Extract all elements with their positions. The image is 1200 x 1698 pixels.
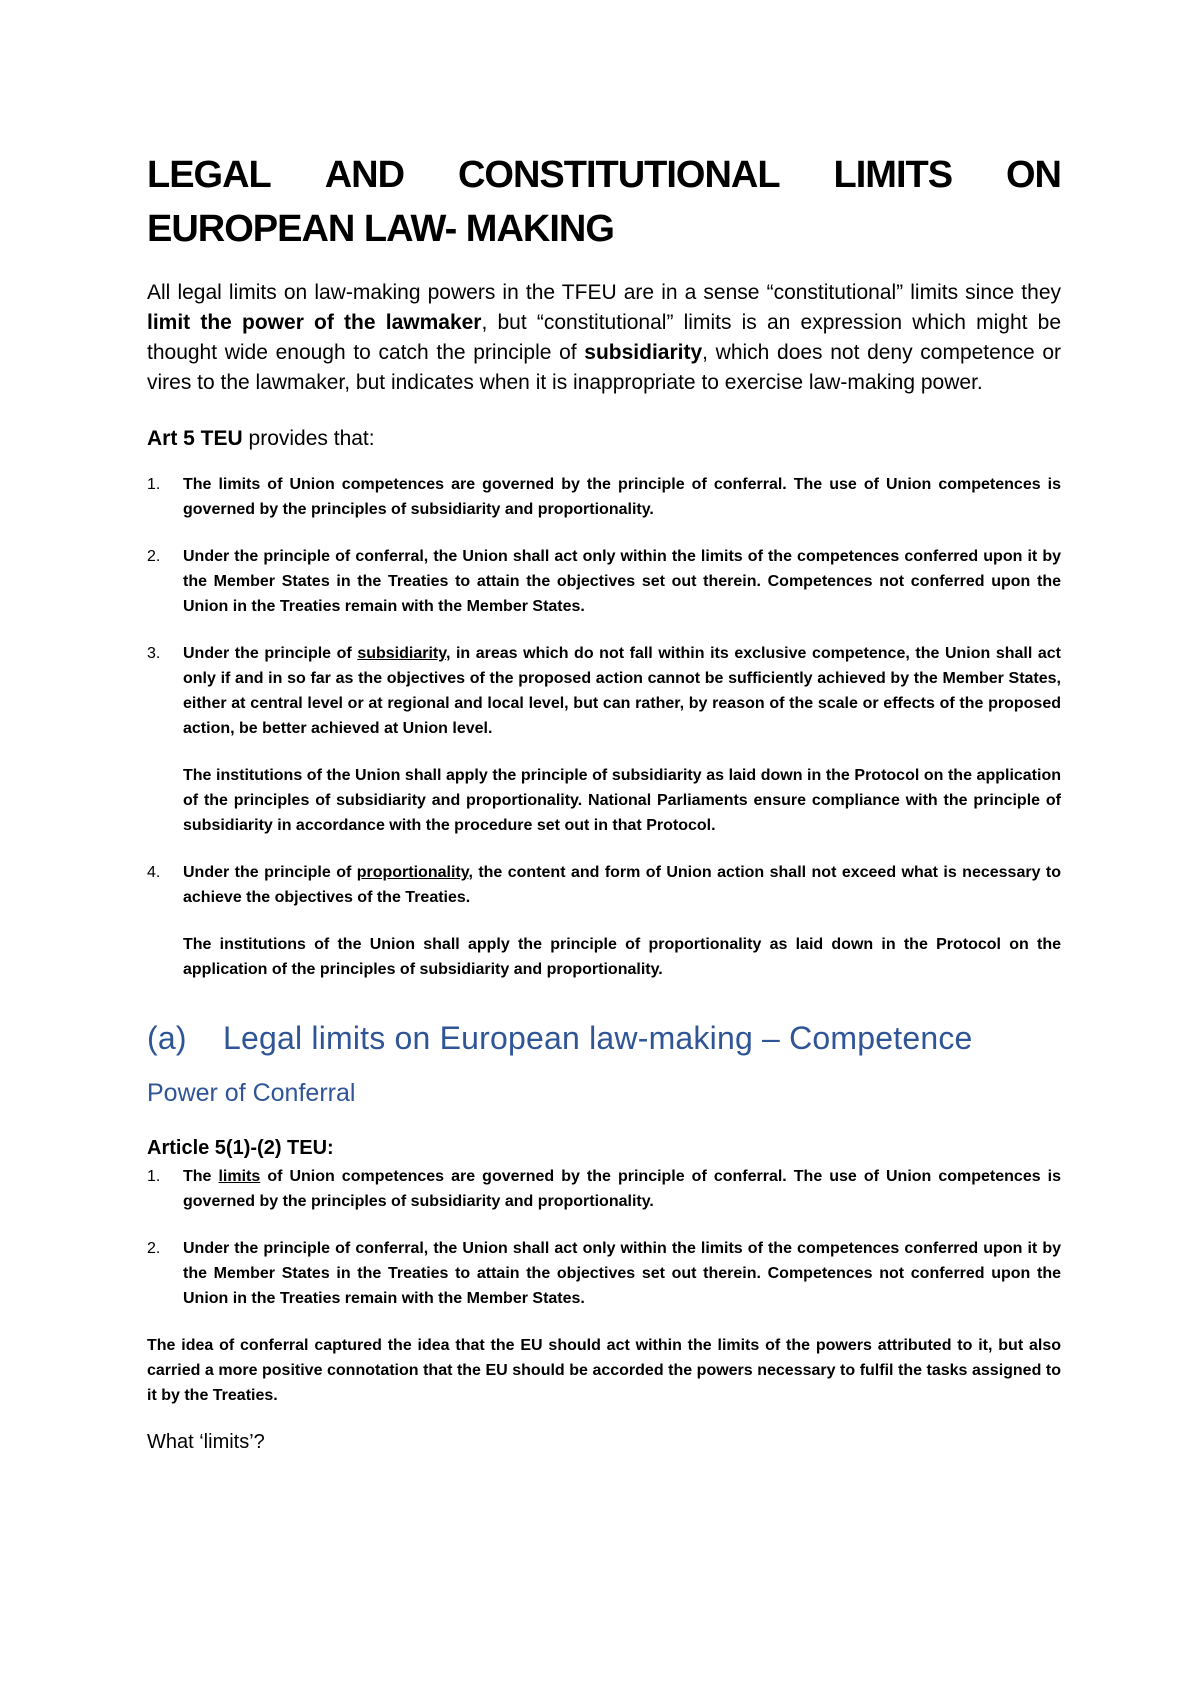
list-item-text: The limits of Union competences are governed by the principle of conferral. The use of Union competences is governed by the principles of subsidiarity and proportionality. <box>183 476 1061 518</box>
document-body <box>147 148 1061 1456</box>
list-item <box>147 472 1061 522</box>
list-item <box>147 860 1061 982</box>
intro-emphasis: subsidiarity <box>584 341 703 364</box>
underlined-term: subsidiarity <box>357 645 446 662</box>
text-run: The <box>183 1168 219 1185</box>
underlined-term: proportionality <box>356 864 469 881</box>
list-item-subparagraph: The institutions of the Union shall apply the principle of proportionality as laid down in the Protocol on the application of the principles of subsidiarity and proportionality. <box>183 936 1061 978</box>
text-run: of Union competences are governed by the principle of conferral. The use of Union competences is governed by the principles of subsidiarity and proportionality. <box>183 1168 1062 1210</box>
art5-heading-rest: provides that: <box>242 427 375 450</box>
document-title <box>147 148 1061 256</box>
list-number: 1. <box>147 1168 161 1185</box>
list-number: 4. <box>147 864 161 881</box>
title-word: LEGAL <box>147 154 271 196</box>
list-item <box>147 1164 1061 1214</box>
intro-emphasis: limit the power of the lawmaker <box>147 311 482 334</box>
text-run: , the content and form of Union action shall not exceed what is necessary to achieve the objectives of the Treaties. <box>183 864 1061 906</box>
section-a-heading <box>147 1018 1061 1058</box>
intro-text: , which does not deny competence or vires to the lawmaker, but indicates when it is inappropriate to exercise law-making power. <box>147 341 1062 394</box>
art5-list <box>147 472 1061 982</box>
conferral-list <box>147 1164 1061 1311</box>
list-number: 1. <box>147 476 161 493</box>
list-item-text: Under the principle of conferral, the Union shall act only within the limits of the competences conferred upon it by the Member States in the Treaties to attain the objectives set out therein. Competences not conferred upon the Union in the Treaties remain with the Member States. <box>183 548 1061 615</box>
section-label: (a) <box>147 1020 187 1056</box>
list-item-text <box>183 1164 1061 1214</box>
art5-heading-bold: Art 5 TEU <box>147 427 243 450</box>
title-word: AND <box>324 154 405 196</box>
underlined-term: limits <box>218 1168 261 1185</box>
text-run: Under the principle of <box>183 645 358 662</box>
list-item <box>147 1236 1061 1311</box>
intro-text: , but “constitutional” limits is an expression which might be thought wide enough to catch the principle of <box>147 311 1062 364</box>
title-word: LIMITS <box>833 154 953 196</box>
art5-heading <box>147 424 1061 454</box>
title-word: ON <box>1005 154 1061 196</box>
power-of-conferral-heading: Power of Conferral <box>147 1079 356 1107</box>
conferral-paragraph: The idea of conferral captured the idea that the EU should act within the limits of the powers attributed to it, but also carried a more positive connotation that the EU should be accorded the powers necessary to fulfil the tasks assigned to it by the Treaties. <box>147 1337 1061 1404</box>
list-number: 2. <box>147 548 161 565</box>
intro-text: All legal limits on law-making powers in the TFEU are in a sense “constitutional” limits since they <box>147 281 1061 304</box>
title-line-1 <box>147 148 1061 202</box>
article-heading: Article 5(1)-(2) TEU: <box>147 1137 334 1159</box>
list-item-subparagraph: The institutions of the Union shall apply the principle of subsidiarity as laid down in the Protocol on the application of the principles of subsidiarity and proportionality. National Parliaments ensure compliance with the principle of subsidiarity in accordance with the procedure set out in that Protocol. <box>183 767 1061 834</box>
list-item-text: Under the principle of conferral, the Union shall act only within the limits of the competences conferred upon it by the Member States in the Treaties to attain the objectives set out therein. Competences not conferred upon the Union in the Treaties remain with the Member States. <box>183 1240 1061 1307</box>
list-item <box>147 641 1061 838</box>
title-word: CONSTITUTIONAL <box>457 154 780 196</box>
list-number: 3. <box>147 645 161 662</box>
intro-paragraph <box>147 278 1061 398</box>
list-item <box>147 544 1061 619</box>
text-run: Under the principle of <box>183 864 357 881</box>
list-number: 2. <box>147 1240 161 1257</box>
title-line-2: EUROPEAN LAW- MAKING <box>147 208 614 250</box>
list-item-text <box>183 860 1061 910</box>
list-item-text <box>183 641 1061 741</box>
text-run: , in areas which do not fall within its exclusive competence, the Union shall act only if and in so far as the objectives of the proposed action cannot be sufficiently achieved by the Member States, either at central level or at regional and local level, but can rather, by reason of the scale or effects of the proposed action, be better achieved at Union level. <box>183 645 1061 737</box>
section-title: Legal limits on European law-making – Competence <box>223 1020 973 1056</box>
limits-question-heading: What ‘limits’? <box>147 1431 265 1453</box>
